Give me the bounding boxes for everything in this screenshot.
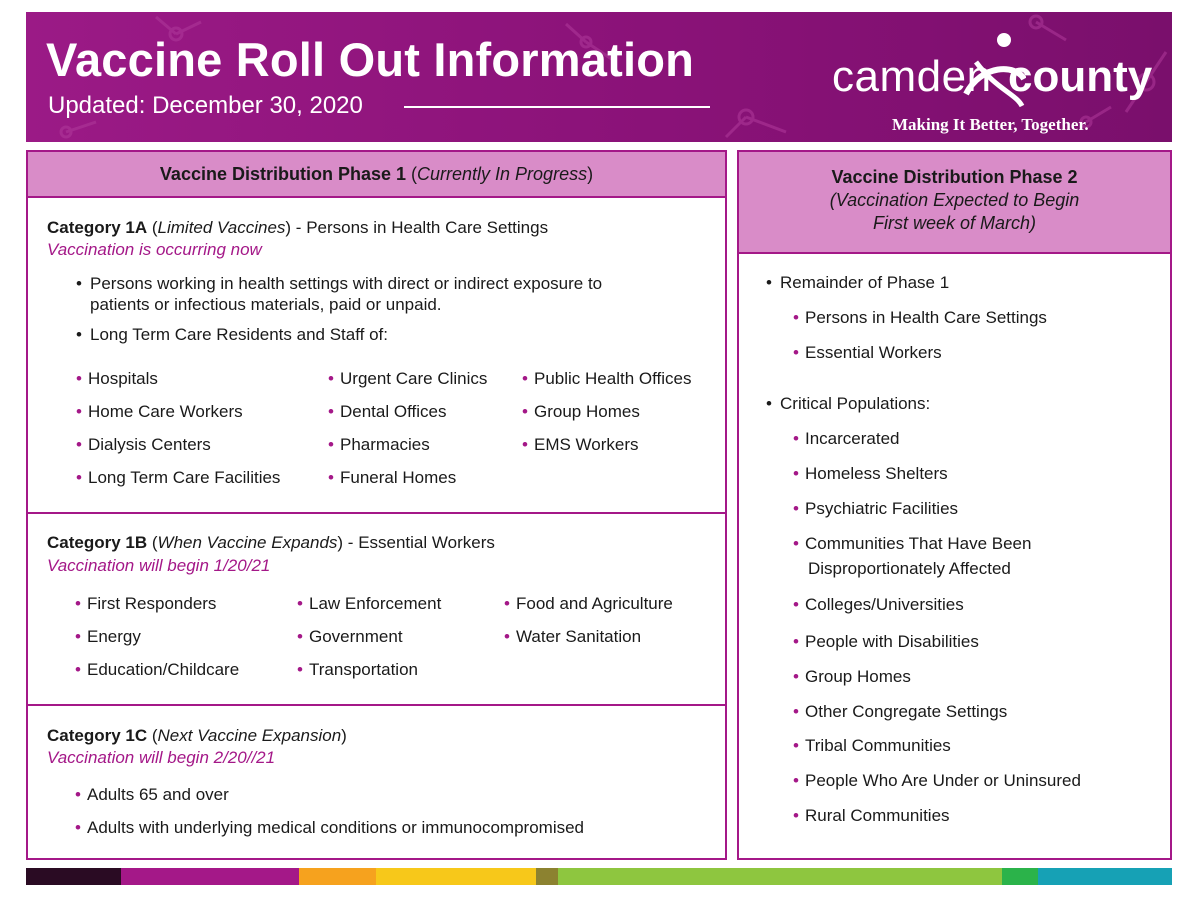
phase-2-item: • People with Disabilities — [805, 632, 979, 652]
category-1b-qualifier: When Vaccine Expands — [157, 533, 338, 552]
facility-item: • Funeral Homes — [340, 468, 456, 488]
phase-2-item: • Incarcerated — [805, 429, 900, 449]
camden-county-logo — [826, 24, 1156, 134]
stripe-segment — [26, 868, 121, 885]
phase-2-item: • Other Congregate Settings — [805, 702, 1007, 722]
phase-2-panel — [737, 150, 1172, 860]
worker-item: • Water Sanitation — [516, 627, 641, 647]
phase-2-item: • Communities That Have Been — [805, 534, 1031, 554]
worker-item: • Law Enforcement — [309, 594, 441, 614]
updated-date: Updated: December 30, 2020 — [48, 92, 363, 119]
category-1b-code: Category 1B — [47, 533, 148, 552]
logo-word-county: county — [1008, 52, 1153, 101]
phase-1-panel — [26, 150, 727, 860]
list-item: • Long Term Care Residents and Staff of: — [90, 325, 388, 345]
category-1b-group: Essential Workers — [358, 533, 495, 552]
phase-2-heading — [739, 152, 1170, 254]
category-1a-qualifier: Limited Vaccines — [157, 218, 286, 237]
facility-item: • Long Term Care Facilities — [88, 468, 280, 488]
facility-item: • Urgent Care Clinics — [340, 369, 487, 389]
category-1b-section — [28, 514, 725, 706]
phase-2-subtitle-line-2: First week of March) — [872, 213, 1037, 233]
population-item: • Adults 65 and over — [87, 785, 229, 805]
worker-item: • Education/Childcare — [87, 660, 239, 680]
stripe-segment — [558, 868, 1002, 885]
facility-item: • Hospitals — [88, 369, 158, 389]
category-1b-title: Category 1B (When Vaccine Expands) - Essential Workers — [47, 533, 495, 552]
phase-2-item: • Persons in Health Care Settings — [805, 308, 1047, 328]
page-title: Vaccine Roll Out Information — [46, 33, 695, 86]
category-1c-section — [28, 706, 725, 858]
category-1a-group: Persons in Health Care Settings — [306, 218, 549, 237]
worker-item: • Energy — [87, 627, 141, 647]
phase-2-item: • Homeless Shelters — [805, 464, 948, 484]
facility-item: • Home Care Workers — [88, 402, 243, 422]
stripe-segment — [376, 868, 536, 885]
stripe-segment — [536, 868, 558, 885]
phase-2-item: • Tribal Communities — [805, 736, 951, 756]
category-1c-qualifier: Next Vaccine Expansion — [157, 726, 342, 745]
list-item-continuation: patients or infectious materials, paid or unpaid. — [90, 295, 442, 314]
phase-2-group-remainder: • Remainder of Phase 1 — [780, 273, 949, 293]
phase-2-item: • Rural Communities — [805, 806, 950, 826]
stripe-segment — [1038, 868, 1172, 885]
phase-1-heading: Vaccine Distribution Phase 1 (Currently In Progress) — [28, 152, 725, 198]
tagline: Making It Better, Together. — [892, 115, 1089, 134]
category-1a-code: Category 1A — [47, 218, 148, 237]
worker-item: • First Responders — [87, 594, 216, 614]
logo-word-camden: camden — [832, 52, 992, 101]
facility-item: • EMS Workers — [534, 435, 639, 455]
category-1a-title: Category 1A (Limited Vaccines) - Persons in Health Care Settings — [47, 218, 549, 237]
phase-1-title: Vaccine Distribution Phase 1 — [159, 164, 407, 184]
facility-item: • Dialysis Centers — [88, 435, 211, 455]
list-item: • Persons working in health settings with direct or indirect exposure to — [90, 274, 602, 294]
phase-2-title: Vaccine Distribution Phase 2 — [831, 167, 1078, 187]
stripe-segment — [121, 868, 299, 885]
category-1c-title: Category 1C (Next Vaccine Expansion) — [47, 726, 347, 745]
facility-item: • Pharmacies — [340, 435, 430, 455]
phase-2-item: • Colleges/Universities — [805, 595, 964, 615]
facility-item: • Group Homes — [534, 402, 640, 422]
phase-2-group-critical: • Critical Populations: — [780, 394, 930, 414]
worker-item: • Government — [309, 627, 403, 647]
phase-2-item: • Essential Workers — [805, 343, 942, 363]
facility-item: • Dental Offices — [340, 402, 446, 422]
phase-2-item: • Psychiatric Facilities — [805, 499, 958, 519]
category-1c-status: Vaccination will begin 2/20//21 — [47, 748, 276, 767]
phase-2-item: • Group Homes — [805, 667, 911, 687]
population-item: • Adults with underlying medical conditions or immunocompromised — [87, 818, 584, 838]
worker-item: • Food and Agriculture — [516, 594, 673, 614]
category-1a-status: Vaccination is occurring now — [47, 240, 262, 259]
header-banner — [26, 12, 1172, 142]
worker-item: • Transportation — [309, 660, 418, 680]
category-1c-code: Category 1C — [47, 726, 148, 745]
facility-item: • Public Health Offices — [534, 369, 691, 389]
phase-2-subtitle-line-1: (Vaccination Expected to Begin — [829, 190, 1080, 210]
category-1a-section — [28, 198, 725, 514]
phase-1-status: Currently In Progress — [417, 164, 588, 184]
phase-2-item-continuation: Disproportionately Affected — [808, 559, 1011, 578]
subtitle-divider — [404, 106, 710, 108]
stripe-segment — [1002, 868, 1038, 885]
stripe-segment — [299, 868, 376, 885]
phase-2-item: • People Who Are Under or Uninsured — [805, 771, 1081, 791]
category-1b-status: Vaccination will begin 1/20/21 — [47, 556, 271, 575]
